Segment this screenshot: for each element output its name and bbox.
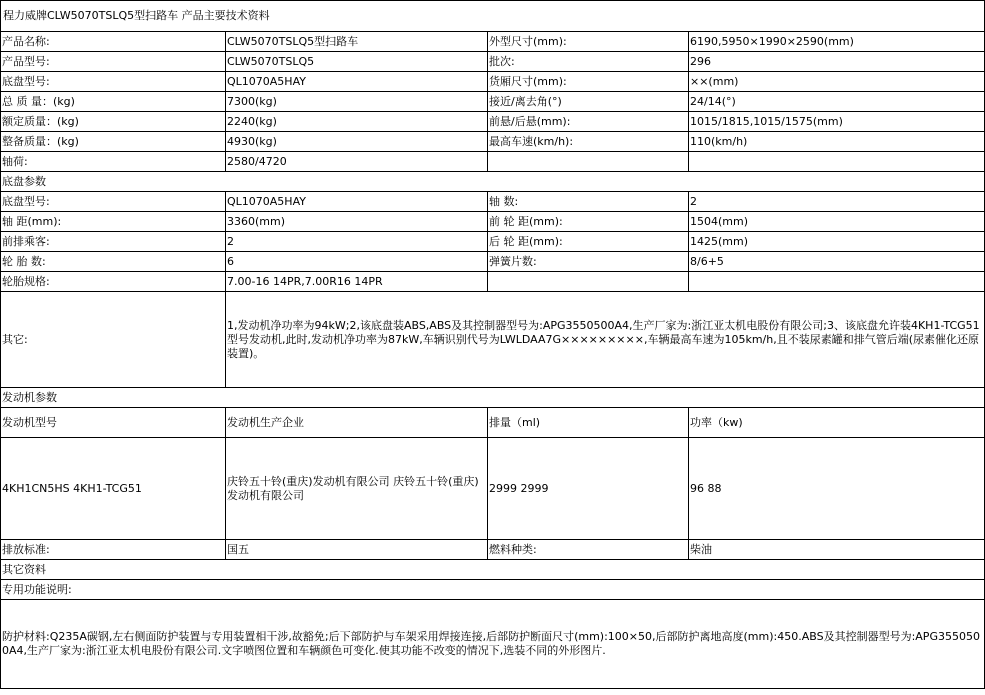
fuel-value: 柴油 <box>689 540 985 560</box>
engine-section-header: 发动机参数 <box>1 388 985 408</box>
engine-power: 96 88 <box>689 438 985 540</box>
spec-label: 额定质量：(kg) <box>1 112 226 132</box>
spec-label: 产品名称: <box>1 32 226 52</box>
spec-value: CLW5070TSLQ5型扫路车 <box>226 32 488 52</box>
special-function-label: 专用功能说明: <box>1 580 985 600</box>
doc-title: 程力威牌CLW5070TSLQ5型扫路车 产品主要技术资料 <box>1 1 985 32</box>
spec-label: 前悬/后悬(mm): <box>488 112 689 132</box>
spec-row <box>1 192 985 212</box>
spec-value: ××(mm) <box>689 72 985 92</box>
spec-label: 后 轮 距(mm): <box>488 232 689 252</box>
spec-label: 产品型号: <box>1 52 226 72</box>
spec-row <box>1 132 985 152</box>
spec-value: 2 <box>689 192 985 212</box>
spec-row <box>1 72 985 92</box>
spec-value: 3360(mm) <box>226 212 488 232</box>
spec-value: 1504(mm) <box>689 212 985 232</box>
spec-label <box>488 272 689 292</box>
spec-row <box>1 52 985 72</box>
spec-label: 弹簧片数: <box>488 252 689 272</box>
spec-value: 1425(mm) <box>689 232 985 252</box>
spec-label: 轴荷: <box>1 152 226 172</box>
spec-value <box>689 272 985 292</box>
spec-label: 轴 数: <box>488 192 689 212</box>
spec-label: 总 质 量：(kg) <box>1 92 226 112</box>
spec-value: 6190,5950×1990×2590(mm) <box>689 32 985 52</box>
spec-row <box>1 232 985 252</box>
spec-value: QL1070A5HAY <box>226 192 488 212</box>
spec-value: CLW5070TSLQ5 <box>226 52 488 72</box>
engine-model: 4KH1CN5HS 4KH1-TCG51 <box>1 438 226 540</box>
spec-row <box>1 212 985 232</box>
spec-value: 24/14(°) <box>689 92 985 112</box>
engine-col-displacement: 排量（ml) <box>488 408 689 438</box>
spec-value <box>689 152 985 172</box>
special-function-text: 防护材料:Q235A碳钢,左右侧面防护装置与专用装置相干涉,故豁免;后下部防护与车架采用焊接连接,后部防护断面尺寸(mm):100×50,后部防护离地高度(mm):450.ABS及其控制器型号为:APG3550500A4,生产厂家为:浙江亚太机电股份有限公司.文字喷图位置和车辆颜色可变化.使其功能不改变的情况下,选装不同的外形图片. <box>1 600 985 689</box>
spec-label: 轮胎规格: <box>1 272 226 292</box>
spec-label: 轮 胎 数: <box>1 252 226 272</box>
engine-displacement: 2999 2999 <box>488 438 689 540</box>
engine-col-maker: 发动机生产企业 <box>226 408 488 438</box>
spec-label: 货厢尺寸(mm): <box>488 72 689 92</box>
spec-row <box>1 272 985 292</box>
spec-value: 2 <box>226 232 488 252</box>
spec-row <box>1 112 985 132</box>
fuel-label: 燃料种类: <box>488 540 689 560</box>
spec-label <box>488 152 689 172</box>
spec-value: 296 <box>689 52 985 72</box>
spec-label: 轴 距(mm): <box>1 212 226 232</box>
spec-value: 7300(kg) <box>226 92 488 112</box>
spec-value: 6 <box>226 252 488 272</box>
chassis-section-header: 底盘参数 <box>1 172 985 192</box>
spec-value: 110(km/h) <box>689 132 985 152</box>
spec-row <box>1 152 985 172</box>
other-info-header: 其它资料 <box>1 560 985 580</box>
other-label: 其它: <box>1 292 226 388</box>
spec-value: QL1070A5HAY <box>226 72 488 92</box>
emission-label: 排放标准: <box>1 540 226 560</box>
spec-value: 8/6+5 <box>689 252 985 272</box>
engine-col-model: 发动机型号 <box>1 408 226 438</box>
spec-row <box>1 540 985 560</box>
spec-label: 接近/离去角(°) <box>488 92 689 112</box>
spec-label: 外型尺寸(mm): <box>488 32 689 52</box>
engine-col-power: 功率（kw) <box>689 408 985 438</box>
spec-value: 2240(kg) <box>226 112 488 132</box>
spec-label: 前 轮 距(mm): <box>488 212 689 232</box>
spec-label: 整备质量：(kg) <box>1 132 226 152</box>
spec-row <box>1 252 985 272</box>
spec-value: 1015/1815,1015/1575(mm) <box>689 112 985 132</box>
spec-row <box>1 32 985 52</box>
spec-value: 4930(kg) <box>226 132 488 152</box>
spec-value: 7.00-16 14PR,7.00R16 14PR <box>226 272 488 292</box>
spec-label: 底盘型号: <box>1 72 226 92</box>
spec-label: 前排乘客: <box>1 232 226 252</box>
spec-label: 批次: <box>488 52 689 72</box>
emission-value: 国五 <box>226 540 488 560</box>
engine-maker: 庆铃五十铃(重庆)发动机有限公司 庆铃五十铃(重庆)发动机有限公司 <box>226 438 488 540</box>
other-text: 1,发动机净功率为94kW;2,该底盘装ABS,ABS及其控制器型号为:APG3550500A4,生产厂家为:浙江亚太机电股份有限公司;3、该底盘允许装4KH1-TCG51型号发动机,此时,发动机净功率为87kW,车辆识别代号为LWLDAA7G×××××××××,车辆最高车速为105km/h,且不装尿素罐和排气管后端(尿素催化还原装置)。 <box>226 292 985 388</box>
spec-row <box>1 92 985 112</box>
spec-label: 最高车速(km/h): <box>488 132 689 152</box>
spec-label: 底盘型号: <box>1 192 226 212</box>
spec-value: 2580/4720 <box>226 152 488 172</box>
